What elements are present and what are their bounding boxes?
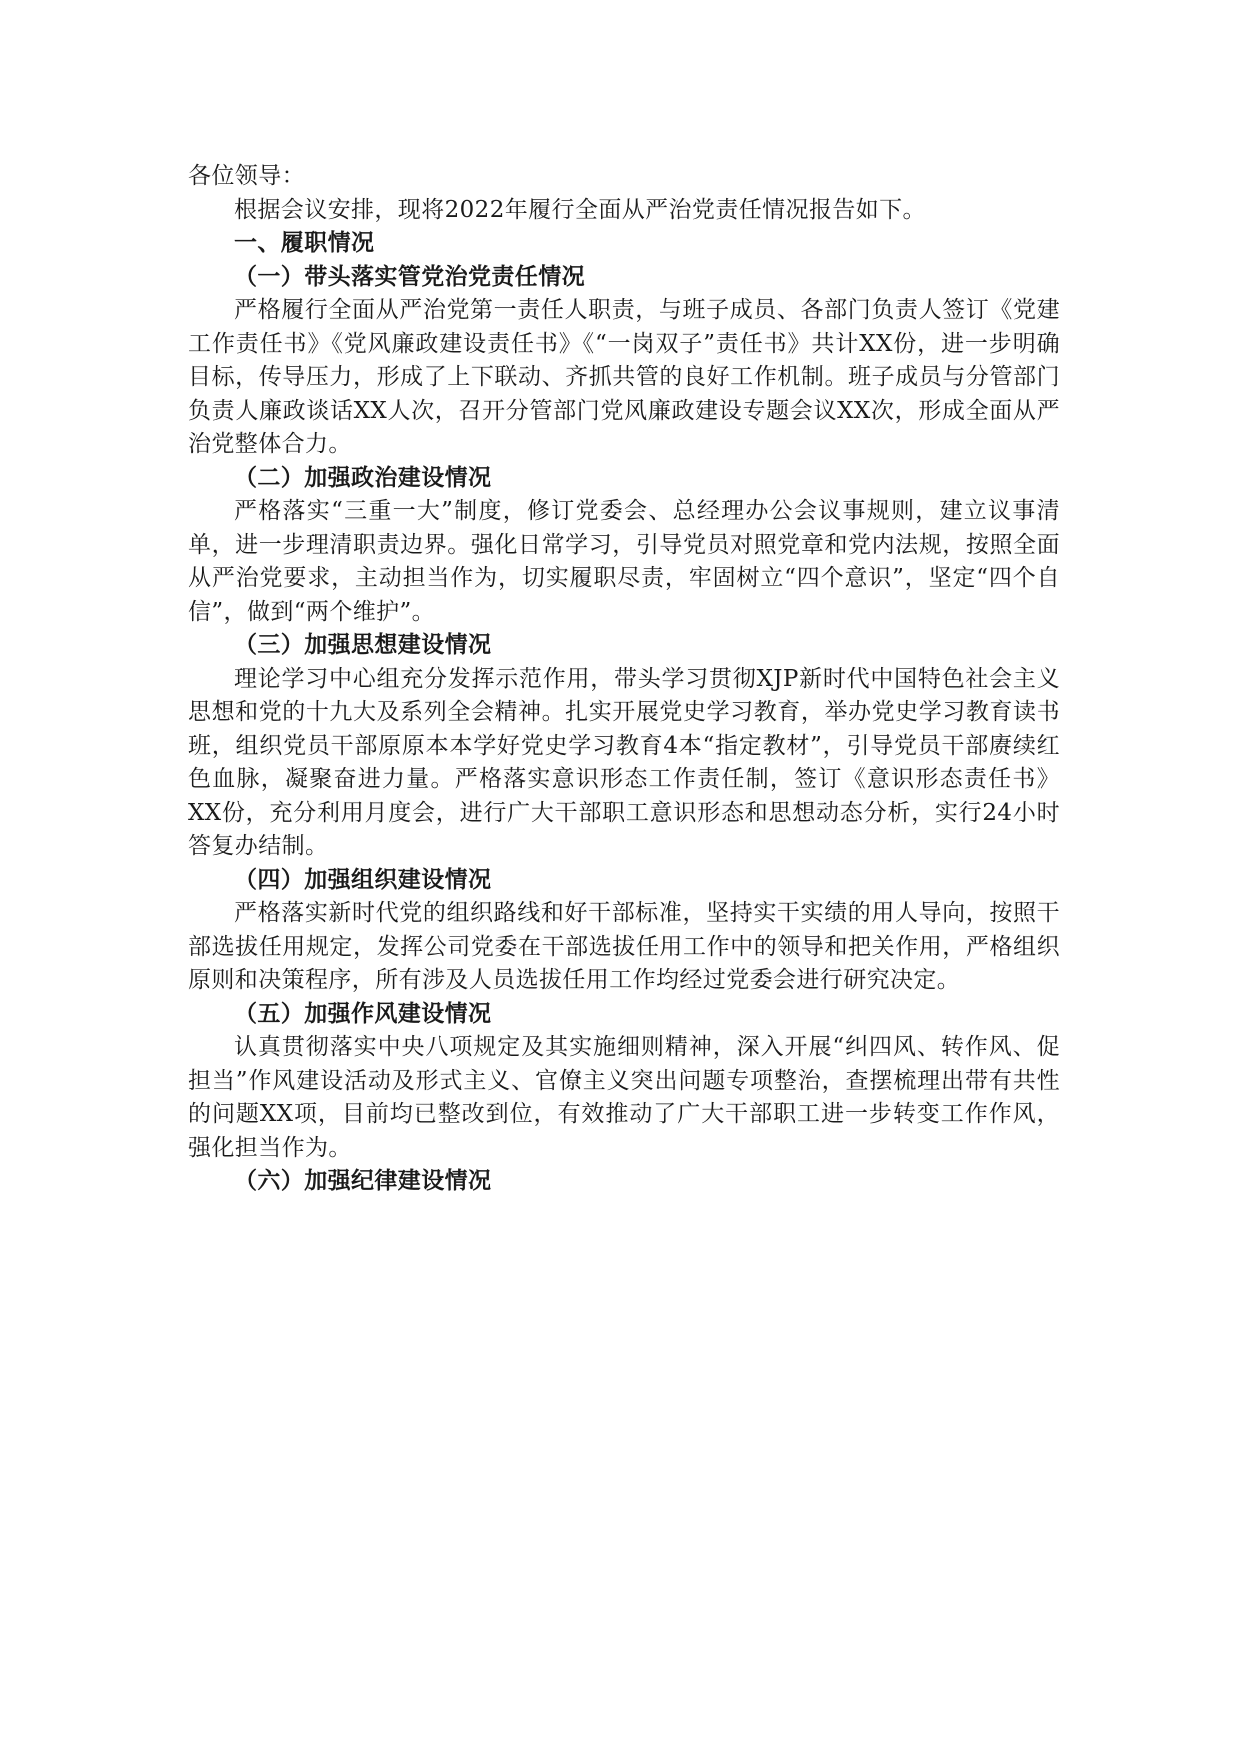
subsection-heading-2: （二）加强政治建设情况 (234, 464, 492, 491)
subsection-heading-1: （一）带头落实管党治党责任情况 (234, 263, 585, 290)
subsection-heading-4: （四）加强组织建设情况 (234, 866, 492, 893)
subsection-heading-6: （六）加强纪律建设情况 (234, 1168, 492, 1194)
intro-paragraph: 根据会议安排，现将2022年履行全面从严治党责任情况报告如下。 (234, 196, 926, 223)
subsection-body-4: 严格落实新时代党的组织路线和好干部标准，坚持实干实绩的用人导向，按照干部选拔任用规定，发挥公司党委在干部选拔任用工作中的领导和把关作用，严格组织原则和决策程序，所有涉及人员选拔任用工作均经过党委会进行研究决定。 (188, 900, 1060, 993)
subsection-body-2: 严格落实“三重一大”制度，修订党委会、总经理办公会议事规则，建立议事清单，进一步理清职责边界。强化日常学习，引导党员对照党章和党内法规，按照全面从严治党要求，主动担当作为，切实履职尽责，牢固树立“四个意识”，坚定“四个自信”，做到“两个维护”。 (188, 498, 1060, 625)
subsection-body-3: 理论学习中心组充分发挥示范作用，带头学习贯彻XJP新时代中国特色社会主义思想和党的十九大及系列全会精神。扎实开展党史学习教育，举办党史学习教育读书班，组织党员干部原原本本学好党史学习教育4本“指定教材”，引导党员干部赓续红色血脉，凝聚奋进力量。严格落实意识形态工作责任制，签订《意识形态责任书》XX份，充分利用月度会，进行广大干部职工意识形态和思想动态分析，实行24小时答复办结制。 (188, 665, 1060, 859)
subsection-heading-3: （三）加强思想建设情况 (234, 632, 492, 658)
subsection-body-1: 严格履行全面从严治党第一责任人职责，与班子成员、各部门负责人签订《党建工作责任书》《党风廉政建设责任书》《“一岗双子”责任书》共计XX份，进一步明确目标，传导压力，形成了上下联动、齐抓共管的良好工作机制。班子成员与分管部门负责人廉政谈话XX人次，召开分管部门党风廉政建设专题会议XX次，形成全面从严治党整体合力。 (188, 297, 1060, 457)
document-body (188, 160, 1060, 1199)
greeting: 各位领导： (188, 163, 305, 189)
subsection-body-5: 认真贯彻落实中央八项规定及其实施细则精神，深入开展“纠四风、转作风、促担当”作风建设活动及形式主义、官僚主义突出问题专项整治，查摆梳理出带有共性的问题XX项，目前均已整改到位，有效推动了广大干部职工进一步转变工作作风，强化担当作为。 (188, 1034, 1060, 1161)
subsection-heading-5: （五）加强作风建设情况 (234, 1000, 492, 1027)
section-heading: 一、履职情况 (234, 230, 375, 256)
